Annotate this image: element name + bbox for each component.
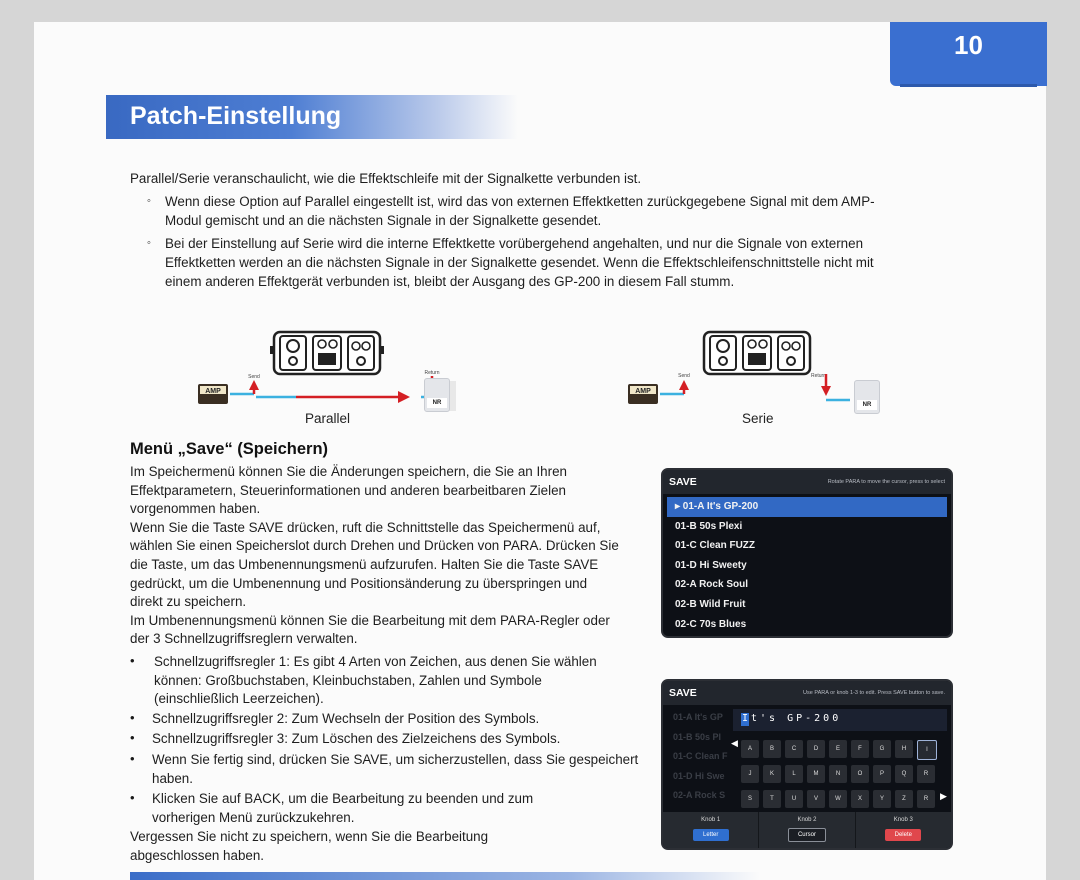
patch-item: 02-C 70s Blues <box>675 618 747 630</box>
return-label: Return <box>810 373 826 379</box>
knob-1 <box>663 812 759 848</box>
key: P <box>873 765 891 783</box>
text-line: Schnellzugriffsregler 1: Es gibt 4 Arten von Zeichen, aus denen Sie wählen <box>154 654 597 669</box>
nr-label: NR <box>427 398 447 408</box>
effect-loop-icon <box>270 332 384 374</box>
nr-pedal-icon <box>854 380 880 414</box>
key: V <box>807 790 825 808</box>
key: Y <box>873 790 891 808</box>
text-line: abgeschlossen haben. <box>130 847 265 863</box>
key: D <box>807 740 825 758</box>
bullet-mark: • <box>130 710 135 725</box>
text-line: Im Umbenennungsmenü können Sie die Bearbeitung mit dem PARA-Regler oder <box>130 612 610 628</box>
patch-item: 01-B 50s Plexi <box>675 520 743 532</box>
return-label: Return <box>424 370 440 376</box>
page-number: 10 <box>890 22 1047 86</box>
key-row-1 <box>741 740 937 760</box>
key: H <box>895 740 913 758</box>
text-line: gedrückt, um die Umbenennung und Positionsänderung zu überspringen und <box>130 575 588 591</box>
screen-hint: Rotate PARA to move the cursor, press to select <box>827 479 945 485</box>
send-label: Send <box>248 374 260 380</box>
menu-heading: Menü „Save“ (Speichern) <box>130 440 329 458</box>
key: K <box>763 765 781 783</box>
nr-label: NR <box>857 400 877 410</box>
knob-button-cursor: Cursor <box>788 828 826 842</box>
knob-label: Knob 1 <box>701 817 721 823</box>
key: O <box>851 765 869 783</box>
key-row-2 <box>741 765 935 783</box>
save-list-screenshot <box>661 468 953 638</box>
knob-3 <box>856 812 951 848</box>
text-line: haben. <box>152 770 193 786</box>
text-line: vorherigen Menü zurückzukehren. <box>152 809 355 825</box>
menu-bullet-knob2 <box>152 710 672 729</box>
key: U <box>785 790 803 808</box>
text-line: Im Speichermenü können Sie die Änderungen speichern, die Sie an Ihren <box>130 464 567 479</box>
closing-note <box>130 828 650 865</box>
text-line: Wenn Sie die Taste SAVE drücken, ruft die Schnittstelle das Speichermenü auf, <box>130 519 601 535</box>
key: Z <box>895 790 913 808</box>
arrow-right-icon: ▶ <box>940 791 947 801</box>
patch-item: 01-C Clean F <box>673 751 728 762</box>
key: G <box>873 740 891 758</box>
patch-item: 02-A Rock Soul <box>675 579 748 591</box>
bullet-line: Effektketten werden an die nächsten Signale in der Signalkette gesendet. Wenn die Effektschleifenschnittstelle nicht mit <box>165 255 874 270</box>
key: J <box>741 765 759 783</box>
patch-item: 01-A It's GP <box>673 712 723 722</box>
menu-bullet-save <box>152 751 672 788</box>
bullet-line: Wenn diese Option auf Parallel eingestellt ist, wird das von externen Effektketten zurückgegebene Signal mit dem AMP- <box>165 194 875 209</box>
key: A <box>741 740 759 758</box>
screen-hint: Use PARA or knob 1-3 to edit. Press SAVE button to save. <box>803 690 945 696</box>
key: C <box>785 740 803 758</box>
key: T <box>763 790 781 808</box>
bullet-mark: • <box>130 730 135 745</box>
manual-page <box>34 22 1046 880</box>
amp-label: AMP <box>635 388 651 395</box>
intro-text: Parallel/Serie veranschaulicht, wie die Effektschleife mit der Signalkette verbunden ist. <box>130 171 642 186</box>
bullet-serie <box>147 234 874 291</box>
bullet-line: einem anderen Effektgerät verbunden ist, bleibt der Ausgang des GP-200 in diesem Fall stumm. <box>165 274 735 289</box>
key: F <box>851 740 869 758</box>
section-banner <box>106 95 518 139</box>
text-line: Effektparametern, Steuerinformationen und anderen bearbeitbaren Zielen <box>130 482 566 498</box>
section-title: Patch-Einstellung <box>130 102 342 130</box>
nr-pedal-icon <box>424 378 450 412</box>
screen-header <box>663 681 951 705</box>
key: R <box>917 765 935 783</box>
send-label: Send <box>678 373 690 379</box>
patch-item: 02-B Wild Fruit <box>675 598 746 610</box>
background-patch-list <box>667 708 731 806</box>
screen-title: SAVE <box>669 687 697 699</box>
knob-bar <box>663 812 951 848</box>
footer-bar <box>130 872 760 880</box>
key-row-3 <box>741 790 935 808</box>
amp-icon <box>198 384 228 404</box>
key: Q <box>895 765 913 783</box>
text-line: können: Großbuchstaben, Kleinbuchstaben, Zahlen und Symbole <box>154 672 542 688</box>
patch-list <box>667 497 947 634</box>
knob-label: Knob 2 <box>797 817 817 823</box>
key: R <box>917 790 935 808</box>
key: W <box>829 790 847 808</box>
knob-button-letter: Letter <box>693 829 729 841</box>
key: E <box>829 740 847 758</box>
bullet-line: Modul gemischt und an die nächsten Signale in der Signalkette gesendet. <box>165 213 602 228</box>
knob-button-delete: Delete <box>885 829 921 841</box>
patch-item: 01-D Hi Sweety <box>675 559 747 571</box>
menu-bullet-back <box>152 790 672 827</box>
patch-item: 01-C Clean FUZZ <box>675 540 756 552</box>
text-line: Schnellzugriffsregler 2: Zum Wechseln der Position des Symbols. <box>152 711 540 726</box>
key: L <box>785 765 803 783</box>
bullet-mark: • <box>130 790 135 805</box>
menu-bullet-knob3 <box>152 730 672 749</box>
text-line: die Taste, um das Umbenennungsmenü aufzurufen. Halten Sie die Taste SAVE <box>130 556 599 572</box>
menu-description <box>130 463 650 649</box>
serie-diagram <box>626 328 826 408</box>
text-line: der 3 Schnellzugriffsreglern verwalten. <box>130 631 358 647</box>
patch-item: 01-D Hi Swe <box>673 770 725 781</box>
menu-bullet-knob1 <box>154 653 674 709</box>
text-line: (einschließlich Leerzeichen). <box>154 691 324 707</box>
effect-loop-icon <box>704 332 810 374</box>
text-line: Schnellzugriffsregler 3: Zum Löschen des Zielzeichens des Symbols. <box>152 731 561 746</box>
name-value: It's GP-200 <box>742 713 842 724</box>
rename-screenshot <box>661 679 953 850</box>
patch-item-selected: ▸ 01-A It's GP-200 <box>667 497 947 517</box>
serie-caption: Serie <box>742 411 774 426</box>
key: N <box>829 765 847 783</box>
name-field <box>733 709 947 731</box>
text-line: Klicken Sie auf BACK, um die Bearbeitung zu beenden und zum <box>152 791 534 806</box>
screen-title: SAVE <box>669 476 697 488</box>
bullet-mark: ◦ <box>147 237 151 249</box>
text-line: Wenn Sie fertig sind, drücken Sie SAVE, um sicherzustellen, dass Sie gespeichert <box>152 752 639 767</box>
bullet-mark: • <box>130 653 135 668</box>
bullet-line: Bei der Einstellung auf Serie wird die interne Effektkette vorübergehend angehalten, und nur die Signale von externen <box>165 236 864 251</box>
screen-header <box>663 470 951 494</box>
bullet-parallel <box>147 192 875 230</box>
key: M <box>807 765 825 783</box>
knob-2 <box>759 812 855 848</box>
patch-item: 01-B 50s Pl <box>673 731 722 742</box>
patch-item: 02-A Rock S <box>673 790 726 801</box>
key: B <box>763 740 781 758</box>
text-line: Vergessen Sie nicht zu speichern, wenn Sie die Bearbeitung <box>130 829 489 844</box>
text-line: wählen Sie einen Speicherslot durch Drehen und Drücken von PARA. Drücken Sie <box>130 538 619 554</box>
knob-label: Knob 3 <box>893 817 913 823</box>
amp-icon <box>628 384 658 404</box>
amp-label: AMP <box>205 388 221 395</box>
text-line: vorgenommen haben. <box>130 501 261 517</box>
key: S <box>741 790 759 808</box>
key-active: I <box>917 740 937 760</box>
bullet-mark: • <box>130 751 135 766</box>
arrow-left-icon: ◀ <box>731 738 738 748</box>
bullet-mark: ◦ <box>147 195 151 207</box>
parallel-caption: Parallel <box>305 411 351 426</box>
text-line: direkt zu speichern. <box>130 594 247 610</box>
key: X <box>851 790 869 808</box>
